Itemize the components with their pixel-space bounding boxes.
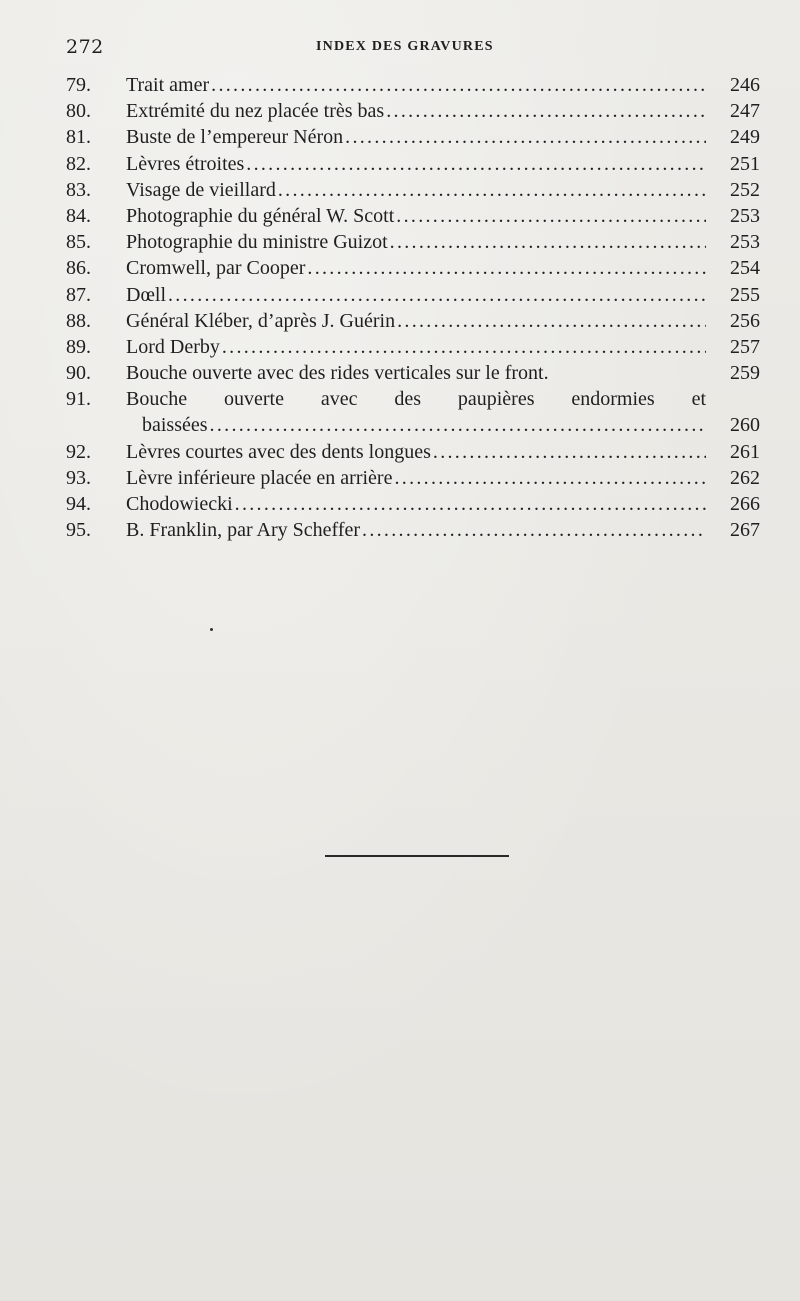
index-entry: [66, 124, 766, 150]
entry-page: 246: [730, 74, 760, 96]
entry-title: Buste de l’empereur Néron: [126, 126, 344, 149]
entry-page: 262: [730, 466, 760, 489]
entry-page: 253: [730, 231, 760, 254]
entry-page: 247: [730, 100, 760, 123]
index-entry: [66, 308, 766, 334]
index-entry: [66, 72, 766, 98]
dot-leader: [209, 72, 706, 98]
entry-number: 85.: [66, 231, 91, 254]
dot-leader: [392, 465, 706, 491]
entry-number: 88.: [66, 309, 91, 332]
entry-title: Cromwell, par Cooper: [126, 257, 306, 280]
dot-leader: [431, 439, 706, 465]
index-entry: [66, 465, 766, 491]
entry-title-line-2: baissées: [142, 414, 208, 437]
entry-number: 90.: [66, 362, 91, 385]
dot-leader: [220, 334, 706, 360]
index-entry: [66, 334, 766, 360]
dot-leader: [305, 255, 706, 281]
dot-leader: [166, 282, 706, 308]
entry-title: Lèvres étroites: [126, 152, 245, 175]
entry-title: Dœll: [126, 283, 166, 306]
entry-page: 266: [730, 493, 760, 516]
entry-title: B. Franklin, par Ary Scheffer: [126, 519, 361, 542]
dot-leader: [360, 517, 706, 543]
entry-title: Lèvre inférieure placée en arrière: [126, 466, 393, 489]
entry-page: 257: [730, 335, 760, 358]
entry-title: Photographie du général W. Scott: [126, 204, 395, 227]
entry-number: 82.: [66, 152, 91, 175]
entry-page: 259: [730, 362, 760, 385]
index-entry: [66, 255, 766, 281]
index-entry: [66, 203, 766, 229]
index-entry: [66, 360, 766, 386]
index-entry: [66, 517, 766, 543]
index-entry: [66, 151, 766, 177]
entry-page: 267: [730, 519, 760, 542]
index-entry: [66, 491, 766, 517]
entry-number: 91.: [66, 388, 91, 411]
dot-leader: [244, 151, 706, 177]
entry-title: Photographie du ministre Guizot: [126, 231, 388, 254]
running-title: INDEX DES GRAVURES: [316, 39, 494, 54]
entry-title: Trait amer: [126, 74, 210, 96]
entry-title: Chodowiecki: [126, 493, 233, 516]
index-entry: [66, 439, 766, 465]
entry-page: 255: [730, 283, 760, 306]
entry-title: Général Kléber, d’après J. Guérin: [126, 309, 396, 332]
entry-page: 251: [730, 152, 760, 175]
entry-number: 93.: [66, 466, 91, 489]
entry-number: 95.: [66, 519, 91, 542]
entry-title: Visage de vieillard: [126, 178, 276, 201]
entry-number: 86.: [66, 257, 91, 280]
dot-leader: [208, 412, 706, 438]
entry-page: 261: [730, 440, 760, 463]
entry-number: 83.: [66, 178, 91, 201]
entry-number: 92.: [66, 440, 91, 463]
entry-title: Bouche ouverte avec des rides verticales sur le front.: [126, 362, 549, 385]
index-entry: [66, 177, 766, 203]
index-entry: [66, 98, 766, 124]
entry-number: 81.: [66, 126, 91, 149]
entry-page: 254: [730, 257, 760, 280]
entry-title: Lèvres courtes avec des dents longues: [126, 440, 431, 463]
entry-number: 89.: [66, 335, 91, 358]
page-number: 272: [66, 36, 104, 58]
index-entry: [66, 282, 766, 308]
end-rule: [325, 855, 509, 857]
index-entry: [66, 386, 766, 438]
entry-number: 94.: [66, 493, 91, 516]
entry-page: 249: [730, 126, 760, 149]
dot-leader: [395, 308, 706, 334]
entry-title: Lord Derby: [126, 335, 220, 358]
entry-number: 87.: [66, 283, 91, 306]
entry-page: 256: [730, 309, 760, 332]
entry-page: 253: [730, 204, 760, 227]
dot-leader: [394, 203, 706, 229]
index-list: [66, 72, 766, 543]
entry-number: 84.: [66, 204, 91, 227]
index-entry: [66, 229, 766, 255]
dot-leader: [233, 491, 706, 517]
entry-page: 252: [730, 178, 760, 201]
page-header: [66, 36, 766, 60]
entry-number: 79.: [66, 74, 91, 96]
dot-leader: [343, 124, 706, 150]
dot-leader: [276, 177, 706, 203]
print-speck: [210, 628, 213, 631]
entry-page: 260: [730, 414, 760, 437]
entry-number: 80.: [66, 100, 91, 123]
entry-title: Extrémité du nez placée très bas: [126, 100, 385, 123]
dot-leader: [388, 229, 706, 255]
dot-leader: [384, 98, 706, 124]
entry-title-line-1: Bouche ouverte avec des paupières endormies et: [126, 388, 706, 411]
